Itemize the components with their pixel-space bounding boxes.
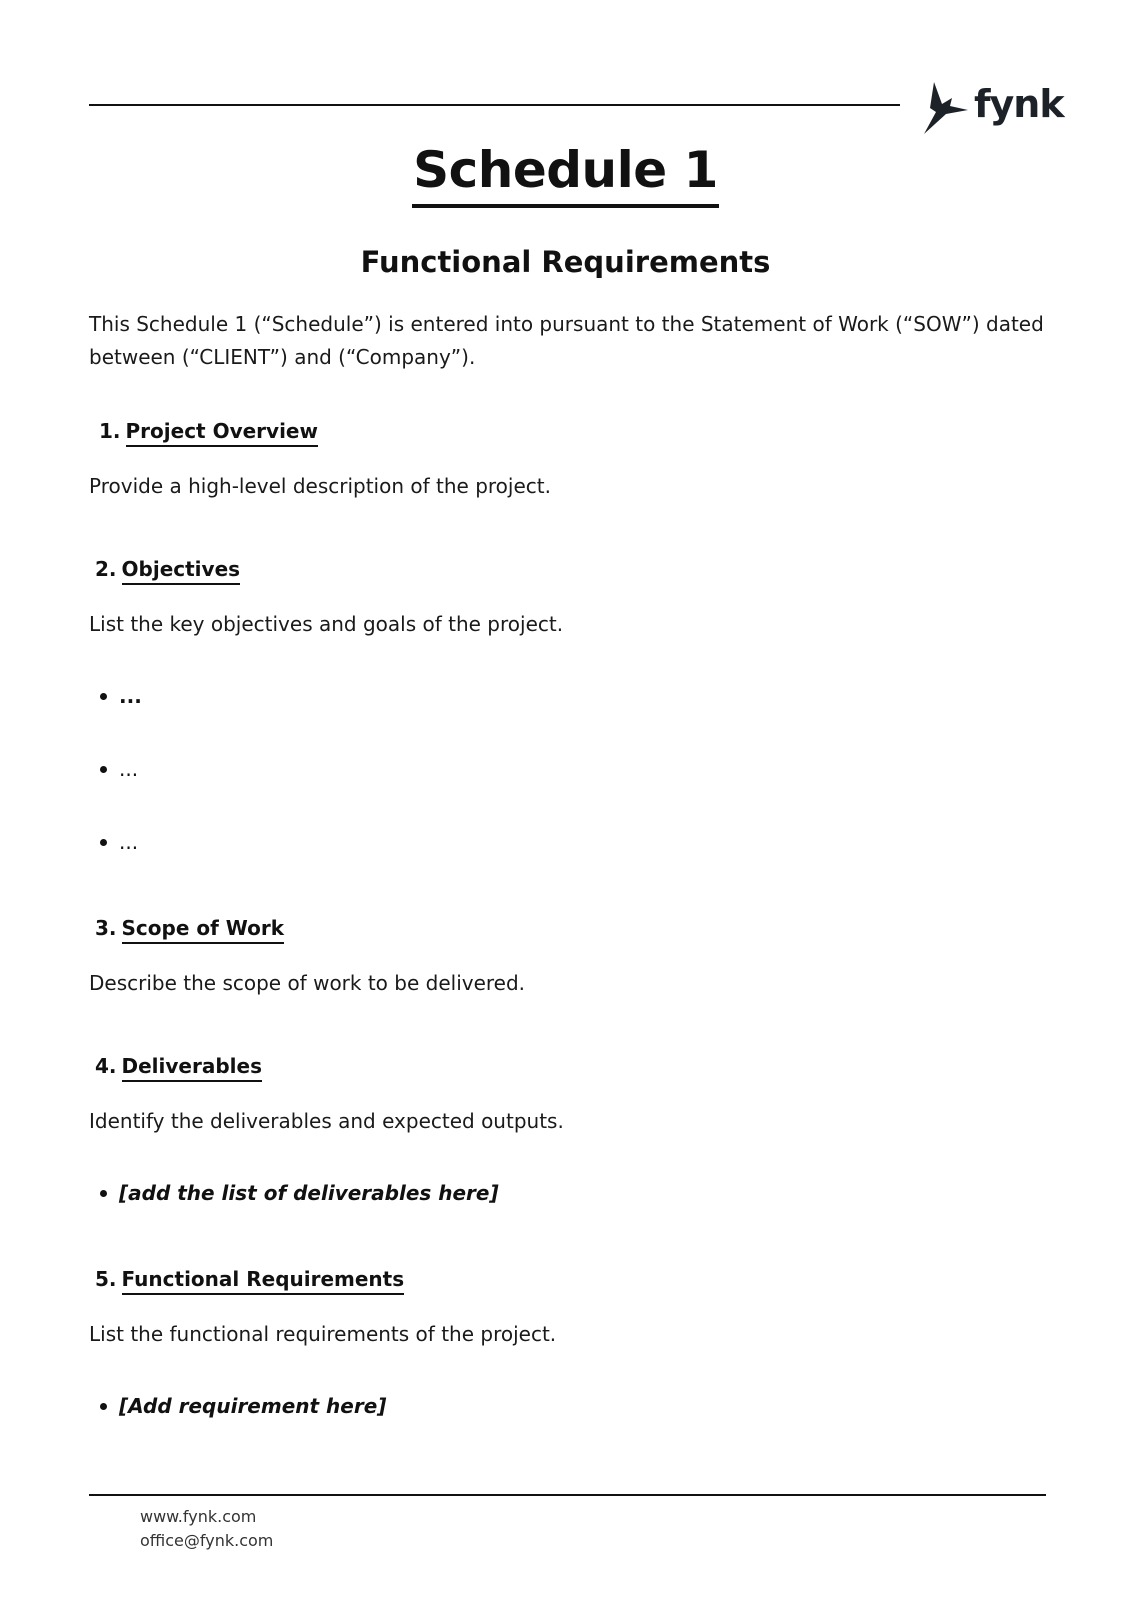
section-text: Provide a high-level description of the project.	[89, 474, 551, 498]
footer-rule	[89, 1494, 1046, 1496]
section-number: 2.	[95, 557, 117, 581]
section-title: Scope of Work	[122, 915, 285, 944]
section-number: 5.	[95, 1267, 117, 1291]
footer-website-link[interactable]: www.fynk.com	[140, 1507, 257, 1526]
footer-email-link[interactable]: office@fynk.com	[140, 1531, 274, 1550]
list-item-text: [add the list of deliverables here]	[119, 1181, 499, 1205]
list-item	[100, 829, 138, 855]
section-heading-objectives	[95, 556, 240, 585]
section-heading-scope-of-work	[95, 915, 284, 944]
footer	[140, 1505, 273, 1553]
list-item	[100, 1393, 386, 1419]
section-number: 3.	[95, 916, 117, 940]
list-item	[100, 756, 138, 782]
section-title: Project Overview	[126, 418, 318, 447]
section-text: List the key objectives and goals of the project.	[89, 612, 564, 636]
list-item-text: ...	[119, 684, 142, 708]
page-title: Schedule 1	[412, 140, 719, 208]
list-item	[100, 683, 142, 709]
list-item	[100, 1180, 499, 1206]
bullet-icon	[100, 839, 107, 846]
list-item-text: ...	[119, 830, 139, 854]
list-item-text: ...	[119, 757, 139, 781]
section-heading-project-overview	[99, 418, 318, 447]
section-title: Deliverables	[122, 1053, 262, 1082]
bullet-icon	[100, 766, 107, 773]
brand-logo	[922, 80, 1064, 134]
header-rule	[89, 104, 900, 106]
section-heading-functional-requirements	[95, 1266, 404, 1295]
list-item-text: [Add requirement here]	[119, 1394, 387, 1418]
section-title: Functional Requirements	[122, 1266, 405, 1295]
bullet-icon	[100, 1403, 107, 1410]
bird-icon	[922, 80, 968, 134]
brand-name: fynk	[974, 82, 1064, 126]
section-text: List the functional requirements of the project.	[89, 1322, 557, 1346]
section-heading-deliverables	[95, 1053, 262, 1082]
section-number: 1.	[99, 419, 121, 443]
bullet-icon	[100, 1190, 107, 1197]
section-text: Identify the deliverables and expected outputs.	[89, 1109, 564, 1133]
section-text: Describe the scope of work to be delivered.	[89, 971, 526, 995]
page-subtitle: Functional Requirements	[360, 245, 771, 279]
intro-paragraph: This Schedule 1 (“Schedule”) is entered into pursuant to the Statement of Work (“SOW”) dated between (“CLIENT”) and (“Company”).	[89, 312, 1044, 369]
bullet-icon	[100, 693, 107, 700]
section-title: Objectives	[122, 556, 241, 585]
section-number: 4.	[95, 1054, 117, 1078]
